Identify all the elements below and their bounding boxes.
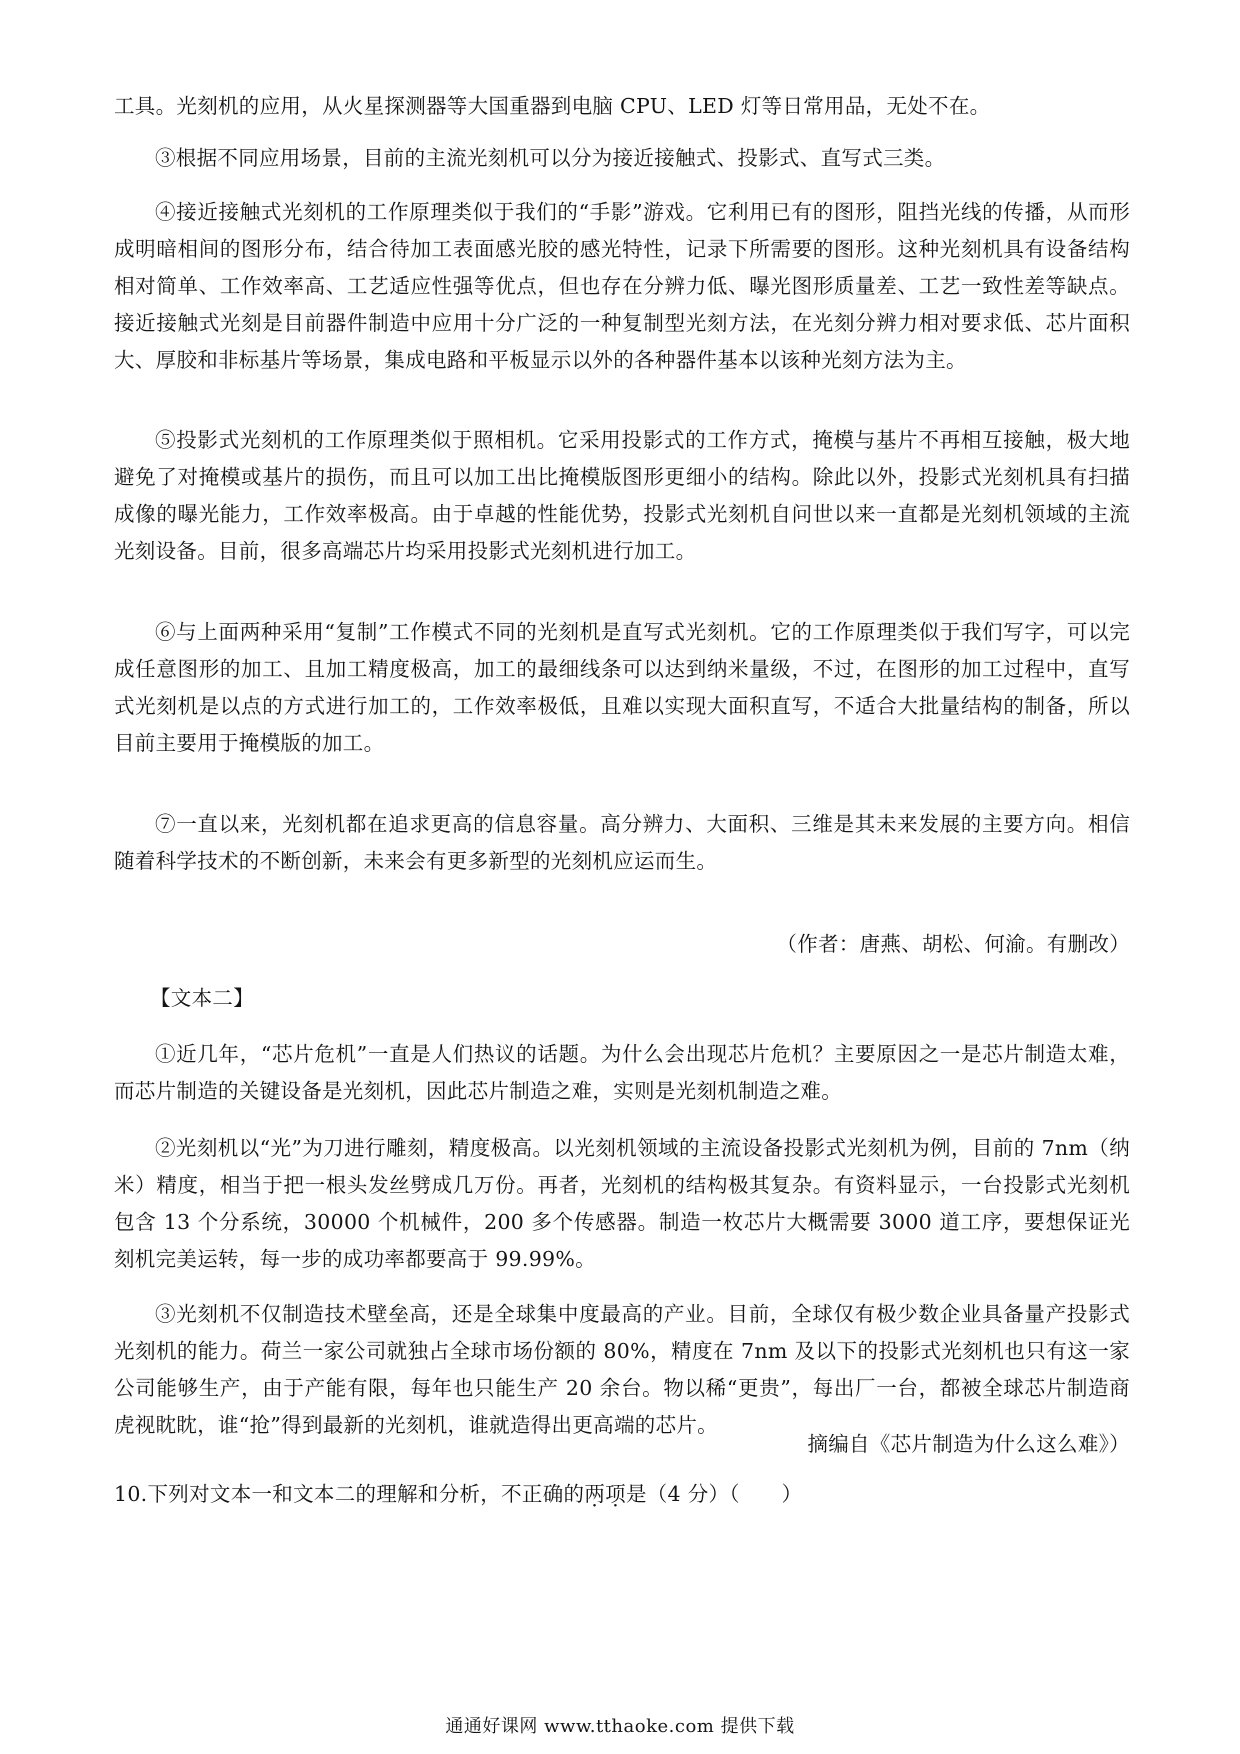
text-two-para2-block xyxy=(114,1130,1130,1278)
paragraph-6: ⑥与上面两种采用“复制”工作模式不同的光刻机是直写式光刻机。它的工作原理类似于我们写字，可以完成任意图形的加工、且加工精度极高，加工的最细线条可以达到纳米量级，不过，在图形的加工过程中，直写式光刻机是以点的方式进行加工的，工作效率极低，且难以实现大面积直写，不适合大批量结构的制备，所以目前主要用于掩模版的加工。 xyxy=(114,620,1130,755)
paragraph-2-tail: 工具。光刻机的应用，从火星探测器等大国重器到电脑 CPU、LED 灯等日常用品，无处不在。 xyxy=(114,94,991,118)
emphasis-char-2: 项 xyxy=(605,1482,626,1506)
text-one-para4-block xyxy=(114,194,1130,379)
text-one-para6-block xyxy=(114,614,1130,762)
question-points: 是（4 分）（ ） xyxy=(625,1482,803,1506)
text-two-para1-block xyxy=(114,1036,1130,1110)
source-note: 摘编自《芯片制造为什么这么难》） xyxy=(807,1432,1130,1456)
text-two-paragraph-3: ③光刻机不仅制造技术壁垒高，还是全球集中度最高的产业。目前，全球仅有极少数企业具备量产投影式光刻机的能力。荷兰一家公司就独占全球市场份额的 80%，精度在 7nm 及以下的投影式光刻机也只有这一家公司能够生产，由于产能有限，每年也只能生产 20 余台。物以稀“更贵”，每出厂一台，都被全球芯片制造商虎视眈眈，谁“抢”得到最新的光刻机，谁就造得出更高端的芯片。 xyxy=(114,1302,1130,1437)
paragraph-3: ③根据不同应用场景，目前的主流光刻机可以分为接近接触式、投影式、直写式三类。 xyxy=(155,146,946,170)
text-one-continuation xyxy=(114,88,1130,125)
text-two-heading-block xyxy=(114,980,1130,1017)
text-two-paragraph-2: ②光刻机以“光”为刀进行雕刻，精度极高。以光刻机领域的主流设备投影式光刻机为例，目前的 7nm（纳米）精度，相当于把一根头发丝劈成几万份。再者，光刻机的结构极其复杂。有资料显示，一台投影式光刻机包含 13 个分系统，30000 个机械件，200 多个传感器。制造一枚芯片大概需要 3000 道工序，要想保证光刻机完美运转，每一步的成功率都要高于 99.99%。 xyxy=(114,1136,1130,1271)
text-two-heading: 【文本二】 xyxy=(150,986,254,1010)
author-attribution: （作者：唐燕、胡松、何渝。有删改） xyxy=(776,932,1130,956)
source-block xyxy=(114,1426,1130,1463)
question-text: 10.下列对文本一和文本二的理解和分析，不正确的 xyxy=(114,1482,585,1506)
paragraph-5: ⑤投影式光刻机的工作原理类似于照相机。它采用投影式的工作方式，掩模与基片不再相互接触，极大地避免了对掩模或基片的损伤，而且可以加工出比掩模版图形更细小的结构。除此以外，投影式光刻机具有扫描成像的曝光能力，工作效率极高。由于卓越的性能优势，投影式光刻机自问世以来一直都是光刻机领域的主流光刻设备。目前，很多高端芯片均采用投影式光刻机进行加工。 xyxy=(114,428,1130,563)
emphasis-char-1: 两 xyxy=(584,1482,606,1506)
page-footer: 通通好课网 www.tthaoke.com 提供下载 xyxy=(445,1716,795,1737)
paragraph-7: ⑦一直以来，光刻机都在追求更高的信息容量。高分辨力、大面积、三维是其未来发展的主要方向。相信随着科学技术的不断创新，未来会有更多新型的光刻机应运而生。 xyxy=(114,812,1130,873)
text-two-paragraph-1: ①近几年，“芯片危机”一直是人们热议的话题。为什么会出现芯片危机？主要原因之一是芯片制造太难，而芯片制造的关键设备是光刻机，因此芯片制造之难，实则是光刻机制造之难。 xyxy=(114,1042,1130,1103)
text-one-body xyxy=(114,140,1130,177)
attribution-block xyxy=(114,926,1130,963)
paragraph-4: ④接近接触式光刻机的工作原理类似于我们的“手影”游戏。它利用已有的图形，阻挡光线的传播，从而形成明暗相间的图形分布，结合待加工表面感光胶的感光特性，记录下所需要的图形。这种光刻机具有设备结构相对简单、工作效率高、工艺适应性强等优点，但也存在分辨力低、曝光图形质量差、工艺一致性差等缺点。接近接触式光刻是目前器件制造中应用十分广泛的一种复制型光刻方法，在光刻分辨力相对要求低、芯片面积大、厚胶和非标基片等场景，集成电路和平板显示以外的各种器件基本以该种光刻方法为主。 xyxy=(114,200,1130,372)
text-two-para3-block xyxy=(114,1296,1130,1444)
question-10 xyxy=(114,1476,802,1513)
text-one-para5-block xyxy=(114,422,1130,570)
text-one-para7-block xyxy=(114,806,1130,880)
